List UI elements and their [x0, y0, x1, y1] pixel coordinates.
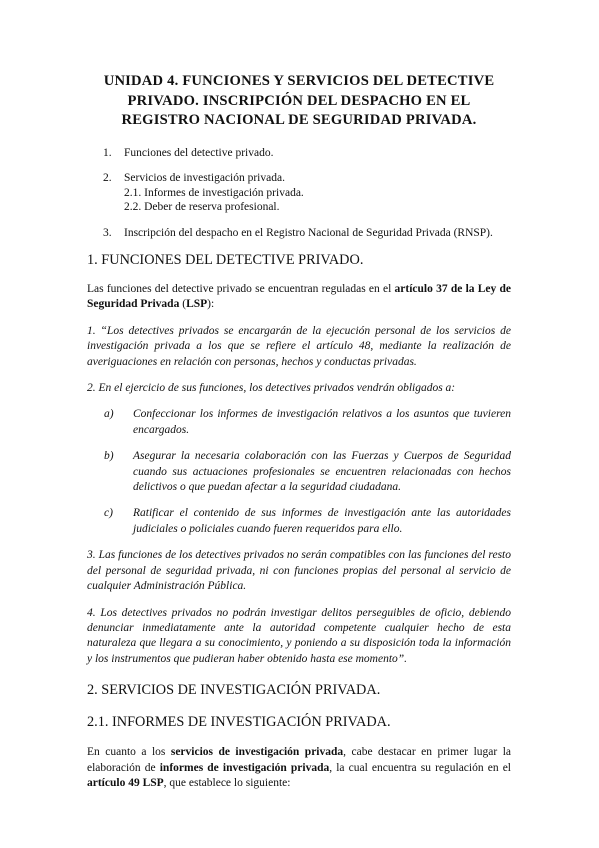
list-item-label: b) — [104, 450, 114, 463]
obligations-list — [87, 407, 511, 537]
list-item-text: Confeccionar los informes de investigación relativos a los asuntos que tuvieren encargados. — [133, 408, 511, 436]
document-title — [87, 72, 511, 131]
list-item-text: Ratificar el contenido de sus informes de investigación ante las autoridades judiciales o policiales cuando fueren requeridos para ello. — [133, 507, 511, 535]
section-2-1-heading: 2.1. INFORMES DE INVESTIGACIÓN PRIVADA. — [87, 714, 391, 731]
list-item-label: c) — [104, 507, 113, 520]
list-item-label: a) — [104, 408, 114, 421]
toc-item — [87, 226, 511, 241]
list-item — [104, 449, 511, 495]
quote-paragraph-1: 1. “Los detectives privados se encargarán de la ejecución personal de los servicios de investigación privada a los que se refiere el artículo 48, mediante la realización de averiguaciones en relación con personas, hechos y conductas privadas. — [87, 324, 511, 368]
list-item — [104, 407, 511, 438]
toc-number: 2. — [103, 172, 112, 184]
list-item — [104, 506, 511, 537]
toc-text: Funciones del detective privado. — [124, 146, 274, 159]
title-line-3: REGISTRO NACIONAL DE SEGURIDAD PRIVADA. — [121, 112, 477, 128]
section-2-heading: 2. SERVICIOS DE INVESTIGACIÓN PRIVADA. — [87, 682, 381, 699]
toc-number: 1. — [103, 146, 112, 159]
quote-paragraph-2: 2. En el ejercicio de sus funciones, los detectives privados vendrán obligados a: — [87, 382, 456, 395]
toc-text: Inscripción del despacho en el Registro Nacional de Seguridad Privada (RNSP). — [124, 226, 493, 239]
title-line-1: UNIDAD 4. FUNCIONES Y SERVICIOS DEL DETECTIVE — [103, 73, 495, 89]
toc-subitem: 2.1. Informes de investigación privada. — [124, 186, 304, 199]
title-line-2: PRIVADO. INSCRIPCIÓN DEL DESPACHO EN EL — [127, 92, 471, 109]
toc-item — [87, 171, 511, 215]
section-1-intro: Las funciones del detective privado se encuentran reguladas en el artículo 37 de la Ley de Seguridad Privada (LSP): — [87, 283, 511, 311]
table-of-contents — [87, 146, 511, 241]
quote-paragraph-4: 4. Los detectives privados no podrán investigar delitos perseguibles de oficio, debiendo denunciar inmediatamente ante la autoridad competente cualquier hecho de esta naturaleza que llegara a su conocimiento, y poniendo a su disposición toda la información y los instrumentos que pudieran haber obtenido hasta ese momento”. — [87, 606, 511, 665]
quote-paragraph-3: 3. Las funciones de los detectives privados no serán compatibles con las funciones del resto del personal de seguridad privada, ni con funciones propias del personal al servicio de cualquier Administración Pública. — [87, 549, 511, 593]
section-2-1-paragraph: En cuanto a los servicios de investigación privada, cabe destacar en primer lugar la elaboración de informes de investigación privada, la cual encuentra su regulación en el artículo 49 LSP, que establece lo siguiente: — [87, 746, 512, 789]
toc-number: 3. — [103, 226, 112, 239]
toc-text: Servicios de investigación privada. — [124, 172, 285, 184]
list-item-text: Asegurar la necesaria colaboración con las Fuerzas y Cuerpos de Seguridad cuando sus actuaciones profesionales se encuentren relacionadas con hechos delictivos o que puedan afectar a la seguridad ciudadana. — [133, 450, 511, 494]
toc-subitem: 2.2. Deber de reserva profesional. — [124, 201, 280, 213]
section-1-heading: 1. FUNCIONES DEL DETECTIVE PRIVADO. — [87, 252, 364, 268]
toc-item — [87, 146, 511, 161]
